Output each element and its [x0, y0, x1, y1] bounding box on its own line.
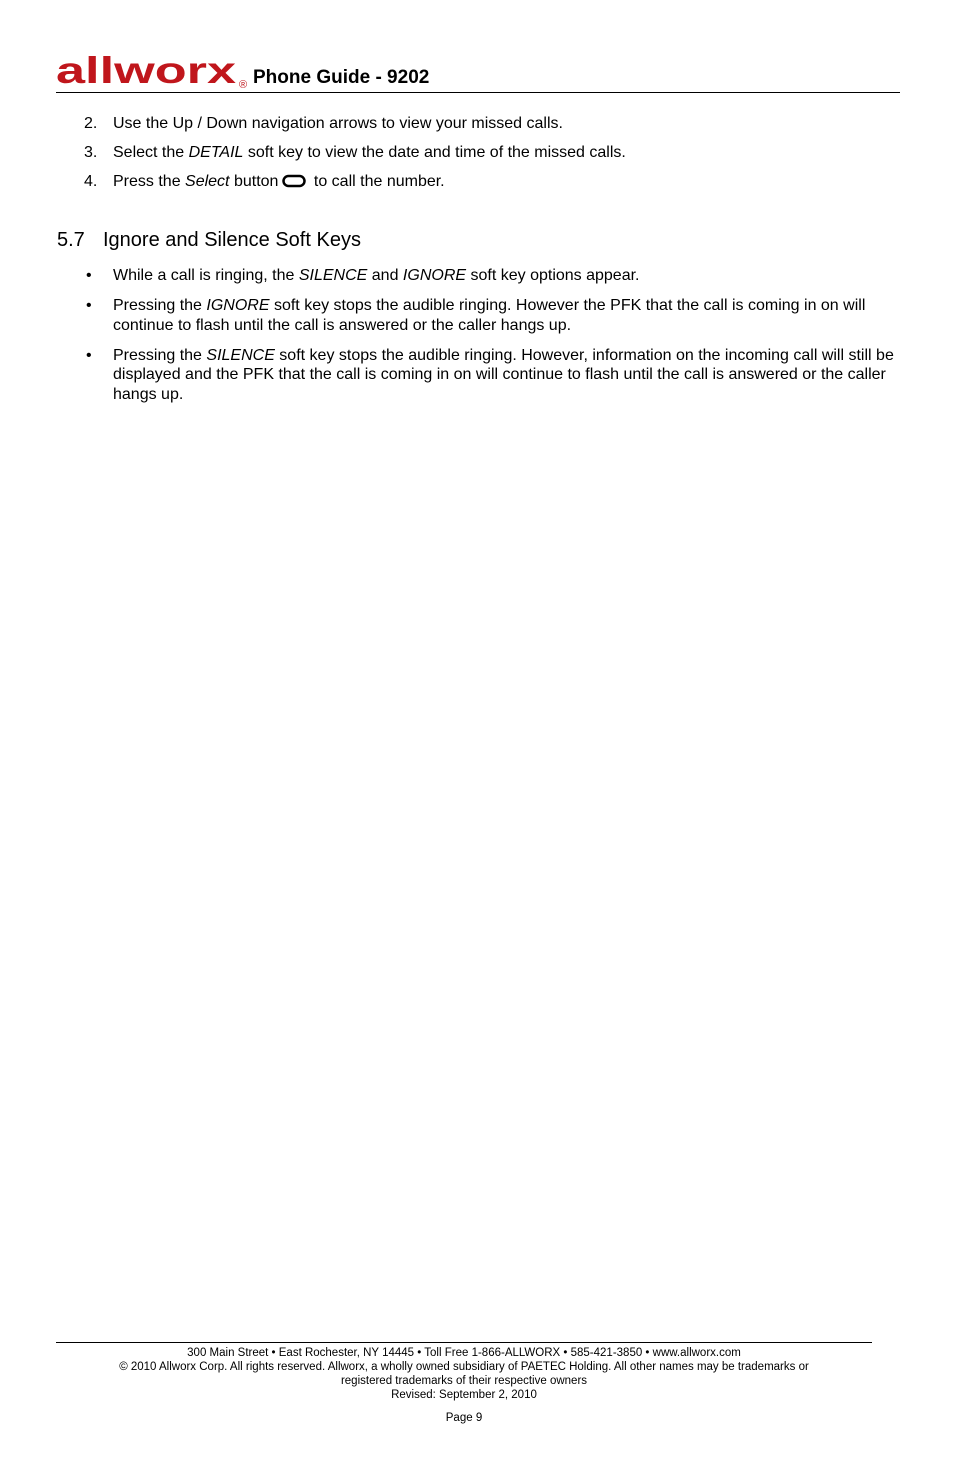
- page-header: [56, 48, 900, 93]
- ignore-softkey-label: IGNORE: [402, 267, 467, 284]
- bullet-list: [86, 266, 901, 415]
- document-title: Phone Guide - 9202: [253, 67, 430, 88]
- bullet-text: While a call is ringing, the: [113, 267, 299, 284]
- bullet-text: and: [367, 267, 403, 284]
- bullet-text: Pressing the: [113, 346, 207, 364]
- footer-copyright-continued: registered trademarks of their respective owners: [340, 1375, 588, 1387]
- ignore-softkey-label: IGNORE: [206, 297, 270, 314]
- page-number: Page 9: [445, 1412, 483, 1424]
- bullet-text: soft key stops the audible ringing. However the PFK that the call is coming in on will continue to flash until the call is answered or the caller hangs up.: [113, 297, 866, 334]
- steps-list: [84, 114, 884, 201]
- page-footer: [56, 1346, 872, 1425]
- silence-softkey-label: SILENCE: [298, 267, 368, 284]
- logo-text: allworx: [56, 50, 237, 90]
- bullet-item: [86, 266, 901, 286]
- footer-divider: [56, 1342, 872, 1343]
- step-number: 2.: [84, 115, 98, 132]
- step-text: Use the Up / Down navigation arrows to view your missed calls.: [113, 115, 563, 132]
- silence-softkey-label: SILENCE: [206, 346, 275, 364]
- bullet-item: [86, 296, 901, 335]
- step-text: button: [229, 173, 279, 190]
- detail-softkey-label: DETAIL: [188, 144, 244, 161]
- select-button-label: Select: [185, 173, 230, 190]
- bullet-symbol: •: [86, 297, 92, 314]
- footer-copyright: © 2010 Allworx Corp. All rights reserved. Allworx, a wholly owned subsidiary of PAETEC Holding. All other names may be trademarks or: [119, 1361, 809, 1373]
- step-text: soft key to view the date and time of the missed calls.: [243, 144, 626, 161]
- bullet-symbol: •: [86, 267, 92, 284]
- step-text: Press the: [113, 173, 186, 190]
- section-number: 5.7: [57, 229, 85, 251]
- bullet-text: soft key stops the audible ringing. However, information on the incoming call will still be displayed and the PFK that the call is coming in on will continue to flash until the call is answered or the caller hangs up.: [113, 346, 894, 403]
- bullet-text: Pressing the: [113, 297, 207, 314]
- step-item: [84, 172, 884, 191]
- step-number: 4.: [84, 173, 98, 190]
- bullet-item: [86, 346, 901, 405]
- step-item: [84, 143, 884, 162]
- footer-revised-date: Revised: September 2, 2010: [391, 1389, 537, 1401]
- allworx-logo: [56, 50, 251, 90]
- step-number: 3.: [84, 144, 98, 161]
- step-item: [84, 114, 884, 133]
- step-text: Select the: [113, 144, 189, 161]
- bullet-text: soft key options appear.: [466, 267, 640, 284]
- logo-registered-mark: ®: [239, 79, 248, 90]
- section-heading: [57, 229, 361, 252]
- step-text: to call the number.: [309, 173, 445, 190]
- select-button-icon: [282, 174, 306, 188]
- footer-address: 300 Main Street • East Rochester, NY 14445 • Toll Free 1-866-ALLWORX • 585-421-3850 • www.allworx.com: [187, 1347, 741, 1359]
- section-title: Ignore and Silence Soft Keys: [103, 229, 361, 251]
- bullet-symbol: •: [86, 346, 92, 364]
